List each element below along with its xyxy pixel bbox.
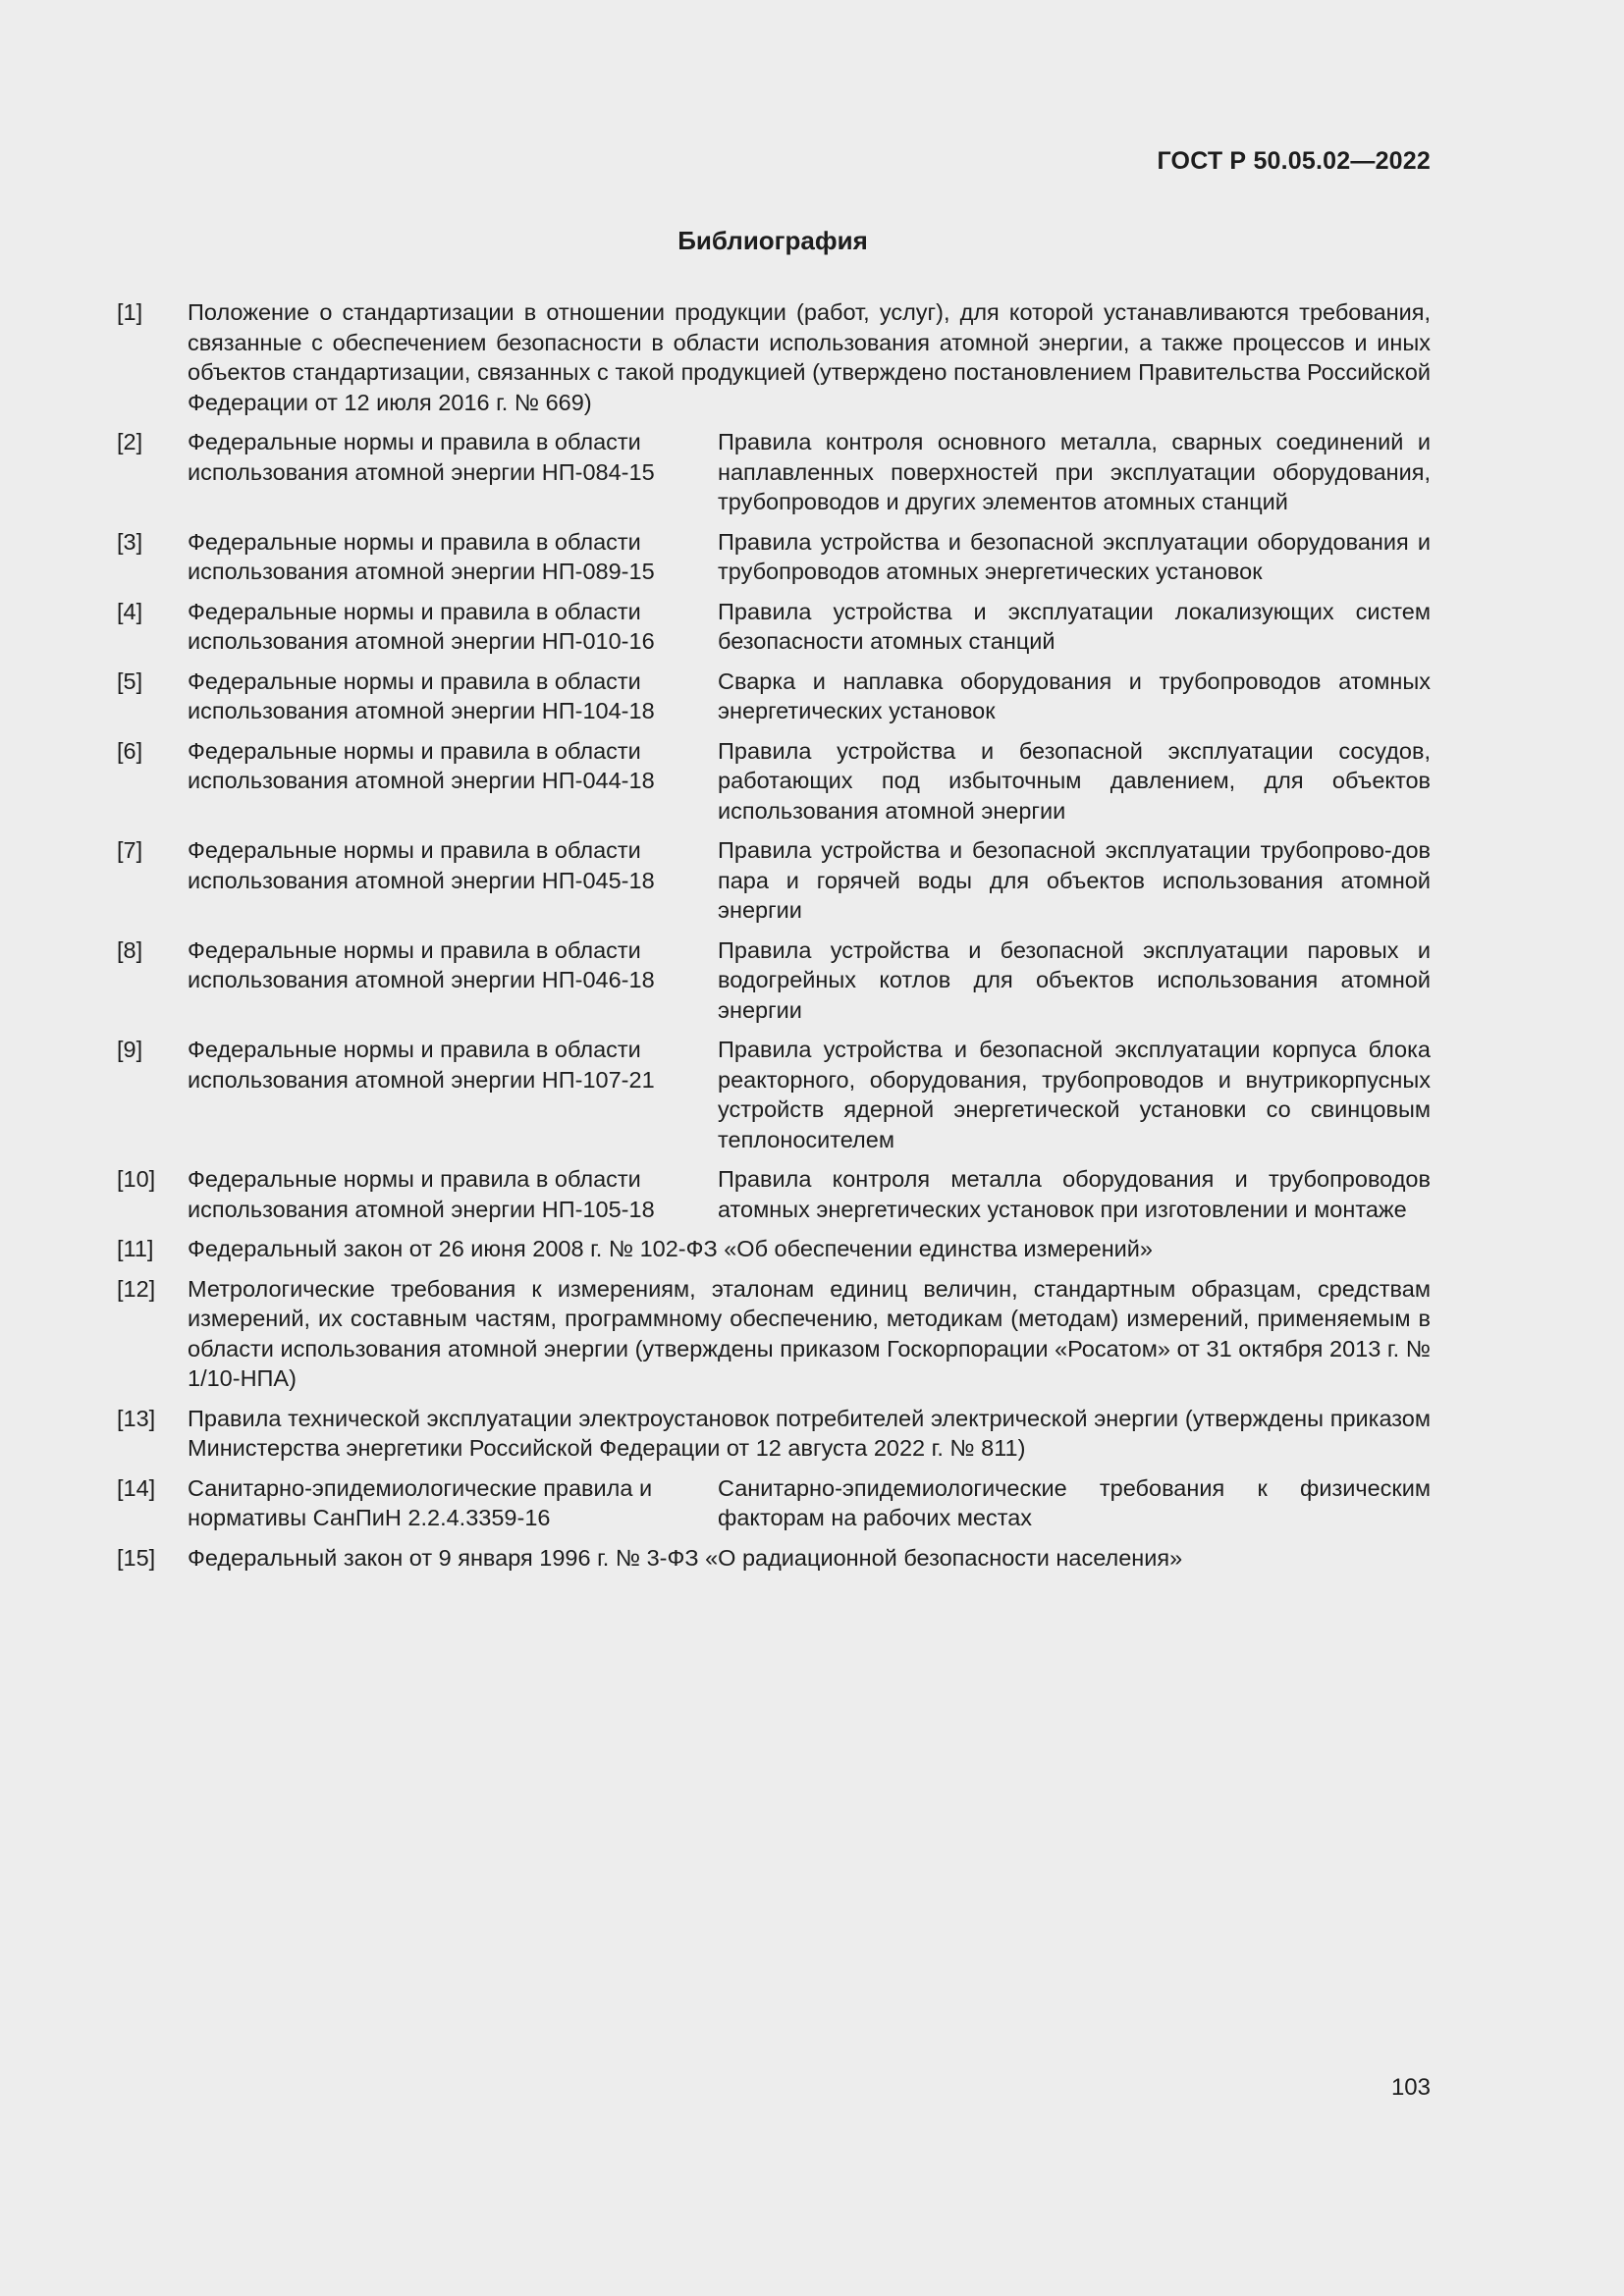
reference-title: Правила устройства и безопасной эксплуатации паровых и водогрейных котлов для объектов использования атомной энергии [718,936,1431,1023]
reference-title: Сварка и наплавка оборудования и трубопроводов атомных энергетических установок [718,667,1431,723]
reference-source: Федеральные нормы и правила в области использования атомной энергии НП-044-18 [188,737,655,793]
reference-item [117,935,1431,1026]
reference-number: [14] [117,1474,156,1501]
reference-source: Федеральные нормы и правила в области использования атомной энергии НП-107-21 [188,1037,655,1093]
reference-source: Федеральные нормы и правила в области использования атомной энергии НП-010-16 [188,598,655,654]
reference-item [117,597,1431,657]
reference-number: [12] [117,1275,156,1302]
reference-item [117,1274,1431,1394]
reference-number: [10] [117,1166,156,1192]
reference-number: [7] [117,837,143,863]
reference-title: Правила устройства и безопасной эксплуатации сосудов, работающих под избыточным давлением, для объектов использования атомной энергии [718,737,1431,824]
reference-number: [13] [117,1405,156,1431]
reference-source: Федеральные нормы и правила в области использования атомной энергии НП-104-18 [188,667,655,723]
reference-source: Федеральные нормы и правила в области использования атомной энергии НП-089-15 [188,528,655,584]
reference-item [117,1543,1431,1574]
reference-text: Федеральный закон от 26 июня 2008 г. № 102-ФЗ «Об обеспечении единства измерений» [188,1236,1153,1261]
reference-item [117,427,1431,517]
reference-number: [8] [117,936,143,963]
reference-source: Санитарно-эпидемиологические правила и нормативы СанПиН 2.2.4.3359-16 [188,1474,653,1530]
reference-item [117,1404,1431,1464]
reference-item [117,1473,1431,1533]
reference-item [117,1035,1431,1154]
reference-title: Правила устройства и безопасной эксплуатации корпуса блока реакторного, оборудования, трубопроводов и внутрикорпусных устройств ядерной энергетической установки со свинцовым теплоносителем [718,1037,1431,1152]
reference-item [117,736,1431,827]
reference-number: [5] [117,667,143,694]
reference-number: [1] [117,299,143,325]
reference-title: Правила контроля металла оборудования и трубопроводов атомных энергетических установок при изготовлении и монтаже [718,1166,1431,1222]
page-number: 103 [1390,2074,1431,2101]
reference-title: Правила устройства и эксплуатации локализующих систем безопасности атомных станций [718,598,1431,654]
reference-item [117,297,1431,417]
reference-text: Метрологические требования к измерениям, эталонам единиц величин, стандартным образцам, средствам измерений, их составным частям, программному обеспечению, методикам (методам) измерений, применяемым в области использования атомной энергии (утверждены приказом Госкорпорации «Росатом» от 31 октября 2013 г. № 1/10-НПА) [188,1275,1431,1391]
reference-number: [6] [117,737,143,764]
reference-source: Федеральные нормы и правила в области использования атомной энергии НП-105-18 [188,1166,655,1222]
reference-title: Правила устройства и безопасной эксплуатации оборудования и трубопроводов атомных энергетических установок [718,528,1431,584]
document-code: ГОСТ Р 50.05.02—2022 [1157,147,1431,175]
bibliography-list [117,297,1431,1582]
reference-item [117,667,1431,726]
reference-text: Федеральный закон от 9 января 1996 г. № 3-ФЗ «О радиационной безопасности населения» [188,1544,1183,1571]
section-title: Библиография [677,226,868,255]
reference-item [117,1234,1431,1264]
reference-text: Правила технической эксплуатации электроустановок потребителей электрической энергии (утверждены приказом Министерства энергетики Российской Федерации от 12 августа 2022 г. № 811) [188,1405,1431,1461]
reference-item [117,527,1431,587]
reference-source: Федеральные нормы и правила в области использования атомной энергии НП-046-18 [188,936,655,992]
reference-source: Федеральные нормы и правила в области использования атомной энергии НП-045-18 [188,837,655,893]
reference-item [117,835,1431,926]
reference-number: [4] [117,598,143,624]
reference-text: Положение о стандартизации в отношении продукции (работ, услуг), для которой устанавливаются требования, связанные с обеспечением безопасности в области использования атомной энергии, а также процессов и иных объектов стандартизации, связанных с такой продукцией (утверждено постановлением Правительства Российской Федерации от 12 июля 2016 г. № 669) [188,299,1431,415]
reference-title: Санитарно-эпидемиологические требования к физическим факторам на рабочих местах [718,1474,1431,1530]
reference-title: Правила контроля основного металла, сварных соединений и наплавленных поверхностей при эксплуатации оборудования, трубопроводов и других элементов атомных станций [718,429,1431,514]
reference-number: [3] [117,528,143,555]
reference-number: [15] [117,1544,156,1571]
reference-number: [2] [117,429,143,454]
reference-title: Правила устройства и безопасной эксплуатации трубопрово-дов пара и горячей воды для объектов использования атомной энергии [718,837,1431,923]
reference-number: [9] [117,1037,143,1062]
reference-source: Федеральные нормы и правила в области использования атомной энергии НП-084-15 [188,429,655,485]
reference-item [117,1164,1431,1224]
reference-number: [11] [117,1236,154,1261]
